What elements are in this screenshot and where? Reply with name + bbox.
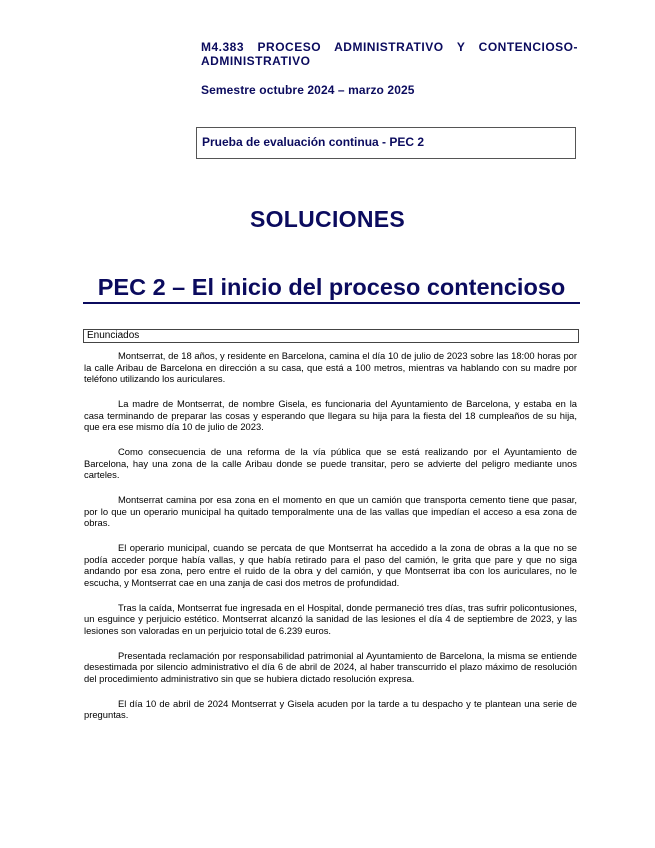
assignment-label: Prueba de evaluación continua - PEC 2	[202, 135, 425, 149]
section-header-enunciados	[83, 329, 579, 343]
semester-label: Semestre octubre 2024 – marzo 2025	[201, 83, 415, 97]
paragraph: Tras la caída, Montserrat fue ingresada en el Hospital, donde permaneció tres días, tras sufrir policontusiones, un esguince y perjuicio estético. Montserrat alcanzó la sanidad de las lesiones el día 4 de septiembre de 2023, y las lesiones son valoradas en un perjuicio total de 6.239 euros.	[84, 601, 577, 636]
section-label: Enunciados	[87, 330, 140, 341]
paragraph: Montserrat camina por esa zona en el momento en que un camión que transporta cemento tiene que pasar, por lo que un operario municipal ha quitado temporalmente una de las vallas que impedían el acceso a esa zona de obras.	[84, 494, 577, 528]
pec-heading: PEC 2 – El inicio del proceso contencioso	[83, 274, 580, 304]
document-header	[201, 40, 578, 97]
paragraph: El día 10 de abril de 2024 Montserrat y Gisela acuden por la tarde a tu despacho y te plantean una serie de preguntas.	[84, 697, 577, 720]
course-title: M4.383 PROCESO ADMINISTRATIVO Y CONTENCIOSO-ADMINISTRATIVO	[201, 40, 578, 68]
paragraph: Como consecuencia de una reforma de la vía pública que se está realizando por el Ayuntamiento de Barcelona, hay una zona de la calle Aribau donde se puede transitar, pero se advierte del peligro mediante unos carteles.	[84, 446, 577, 480]
paragraph: Montserrat, de 18 años, y residente en Barcelona, camina el día 10 de julio de 2023 sobre las 18:00 horas por la calle Aribau de Barcelona en dirección a su casa, que está a 100 metros, mientras va hablando con su madre por teléfono utilizando los auriculares.	[84, 350, 577, 384]
paragraph: El operario municipal, cuando se percata de que Montserrat ha accedido a la zona de obras a la que no se podía acceder porque había vallas, y que había retirado para el paso del camión, le grita que pare y que no siga andando por esa zona, pero entre el ruido de la obra y del camión, y que Montserrat iba con los auriculares, no le escucha, y Montserrat cae en una zanja de casi dos metros de profundidad.	[84, 542, 577, 588]
statement-body	[84, 350, 577, 734]
paragraph: Presentada reclamación por responsabilidad patrimonial al Ayuntamiento de Barcelona, la misma se entiende desestimada por silencio administrativo el día 6 de abril de 2024, al haber transcurrido el plazo máximo de resolución del procedimiento administrativo sin que se hubiera dictado resolución expresa.	[84, 649, 577, 684]
page-title: SOLUCIONES	[249, 206, 406, 232]
assignment-box	[196, 127, 576, 159]
paragraph: La madre de Montserrat, de nombre Gisela, es funcionaria del Ayuntamiento de Barcelona, y estaba en la casa terminando de preparar las cosas y esperando que llegara su hija para la fiesta del 18 cumpleaños de su hija, que era ese mismo día 10 de julio de 2023.	[84, 398, 577, 432]
